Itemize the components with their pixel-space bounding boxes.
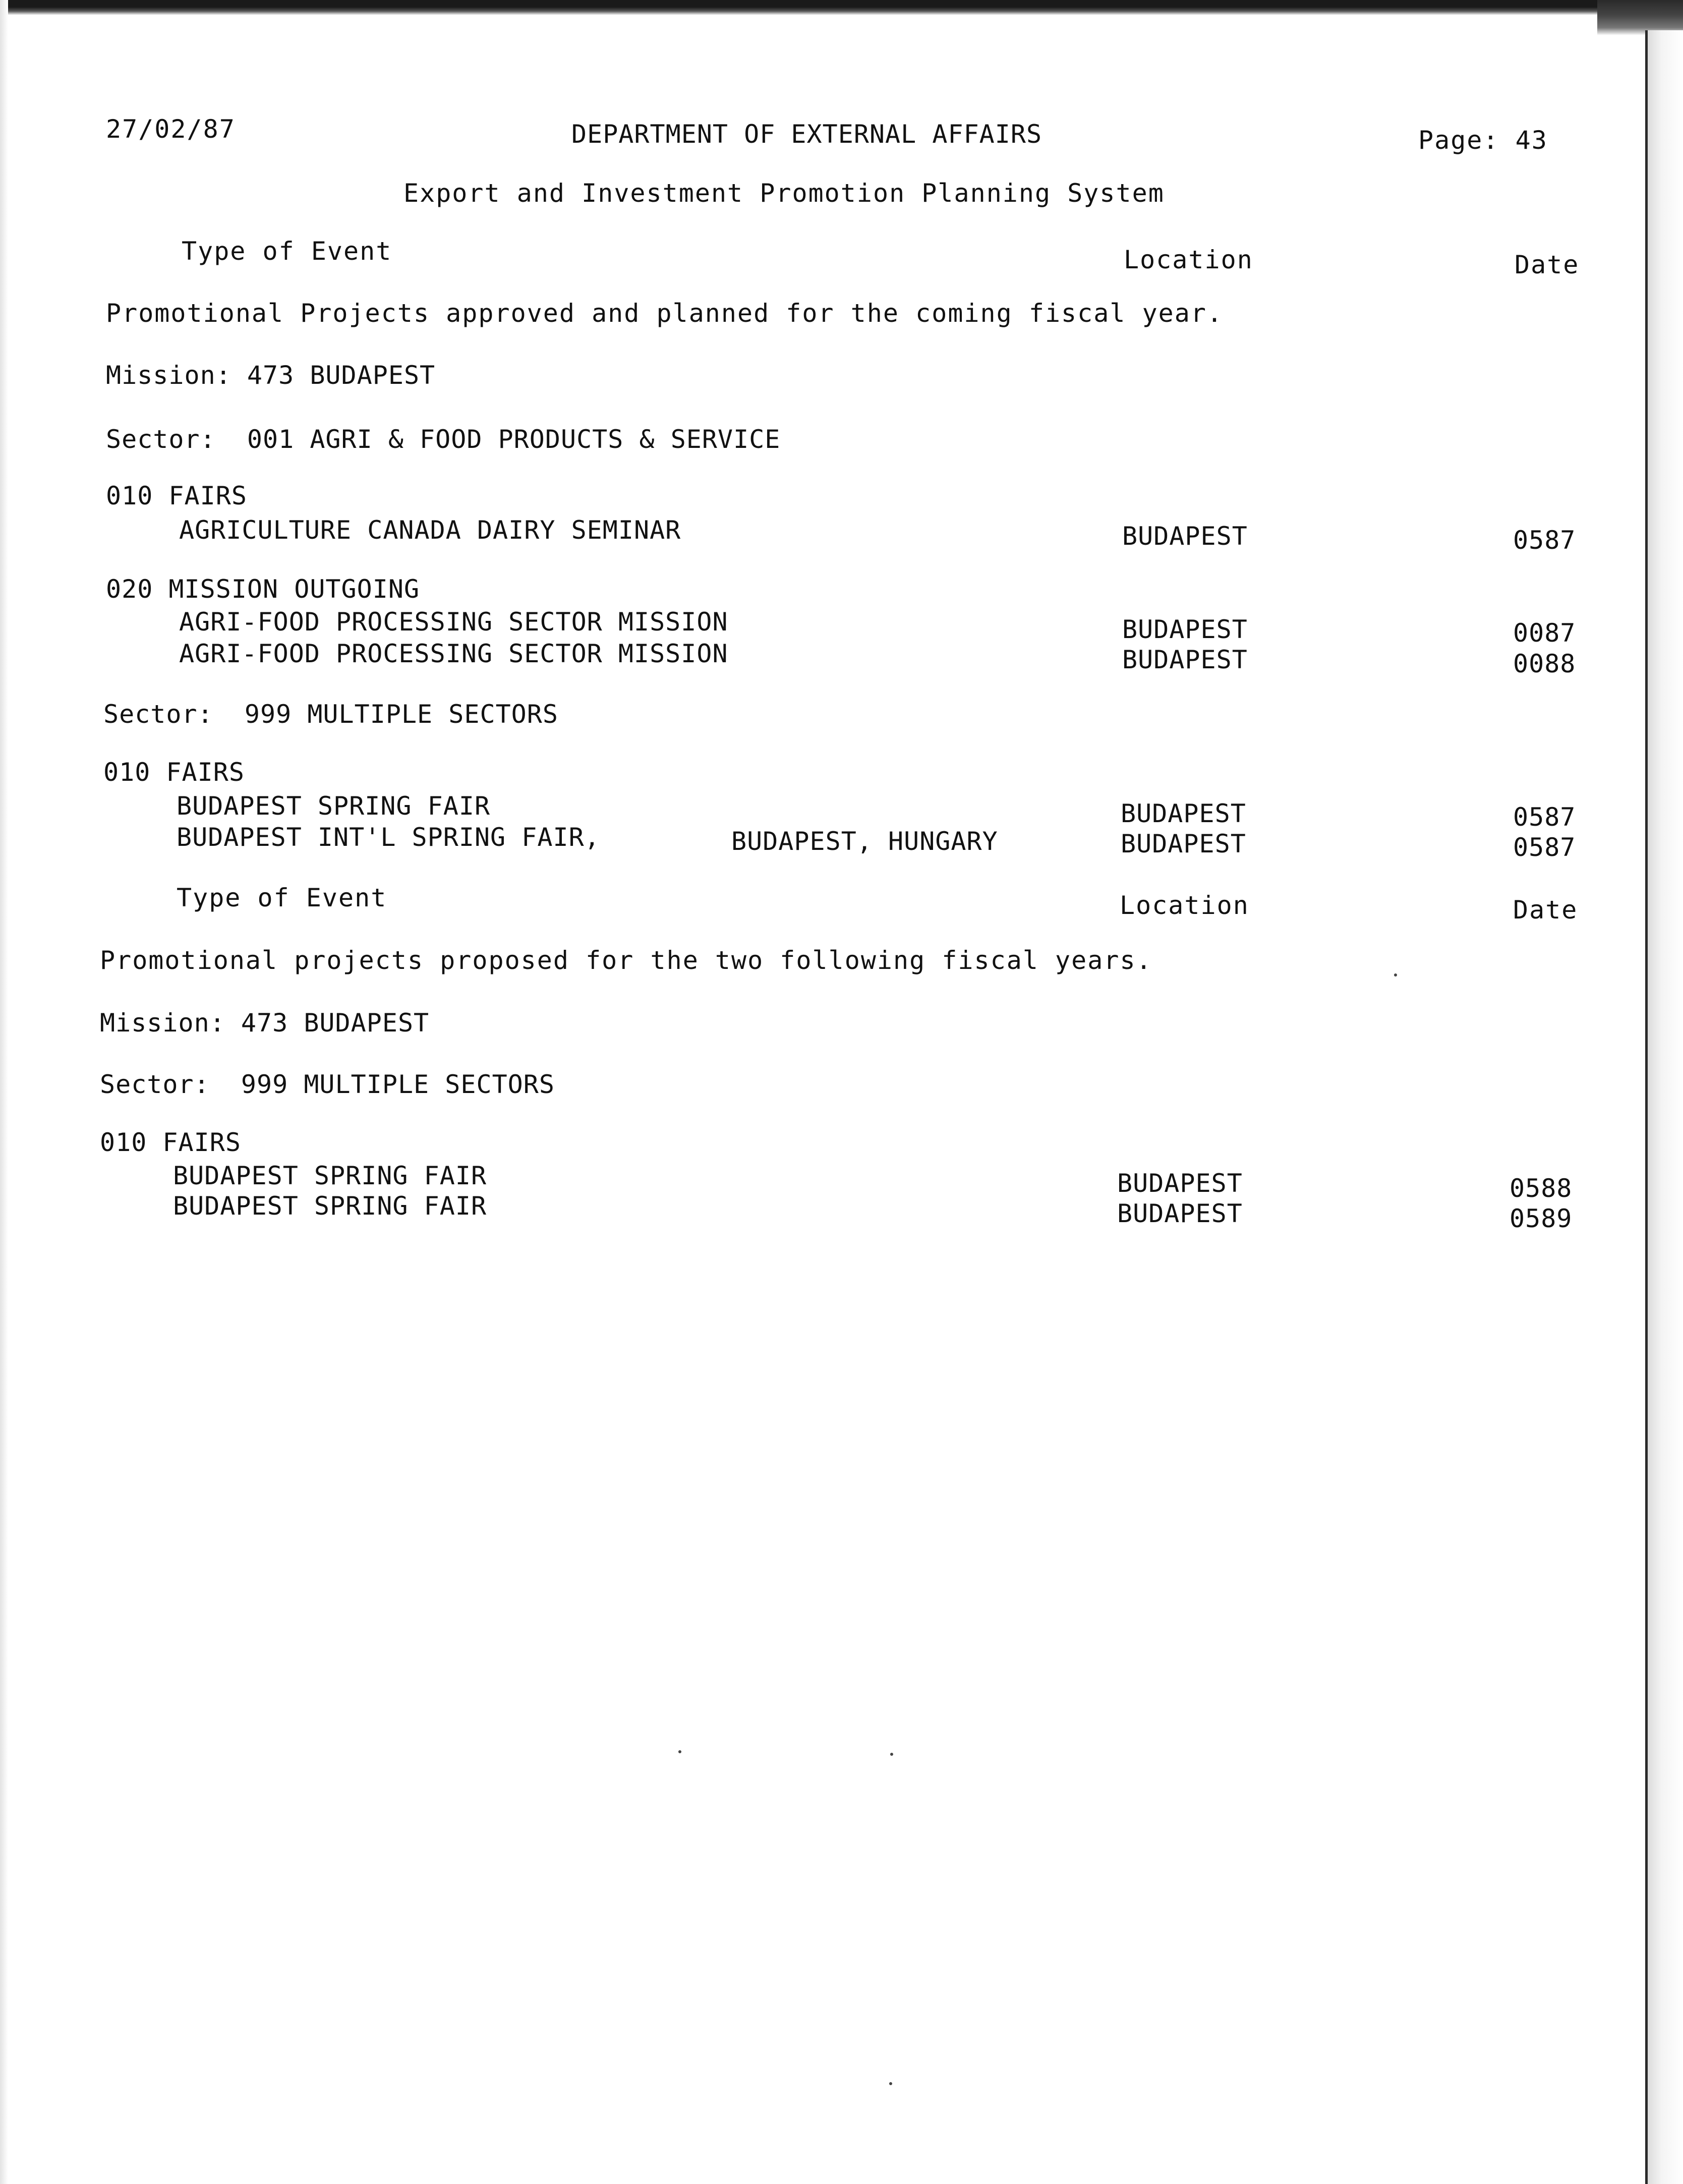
event-category-heading: 010 FAIRS [100, 1128, 241, 1157]
department-title: DEPARTMENT OF EXTERNAL AFFAIRS [571, 120, 1042, 149]
column-header-type: Type of Event [182, 237, 392, 266]
event-date: 0588 [1510, 1174, 1573, 1203]
report-date: 27/02/87 [106, 114, 236, 144]
event-location: BUDAPEST [1122, 645, 1248, 674]
event-location: BUDAPEST [1121, 829, 1246, 858]
event-location: BUDAPEST [1117, 1169, 1243, 1198]
mission-label: Mission: 473 BUDAPEST [100, 1008, 430, 1038]
system-title: Export and Investment Promotion Planning System [403, 179, 1165, 208]
event-name: AGRI-FOOD PROCESSING SECTOR MISSION [179, 607, 728, 637]
column-header-location: Location [1120, 891, 1249, 920]
event-location: BUDAPEST [1121, 799, 1246, 828]
event-date: 0589 [1510, 1204, 1573, 1233]
column-header-date: Date [1515, 250, 1580, 279]
event-category-heading: 020 MISSION OUTGOING [106, 574, 420, 604]
column-header-type: Type of Event [177, 883, 387, 912]
event-location: BUDAPEST [1122, 522, 1248, 551]
scan-top-edge [0, 0, 1683, 15]
event-name: AGRICULTURE CANADA DAIRY SEMINAR [179, 515, 681, 545]
scan-speck [678, 1750, 681, 1753]
event-date: 0088 [1513, 649, 1576, 678]
event-name: AGRI-FOOD PROCESSING SECTOR MISSION [179, 639, 728, 668]
section-intro: Promotional Projects approved and planned for the coming fiscal year. [106, 299, 1224, 328]
event-location: BUDAPEST [1117, 1199, 1243, 1228]
event-place-note: BUDAPEST, HUNGARY [731, 827, 998, 856]
event-category-heading: 010 FAIRS [106, 481, 247, 510]
event-category-heading: 010 FAIRS [103, 758, 245, 787]
column-header-location: Location [1124, 245, 1253, 274]
event-name: BUDAPEST SPRING FAIR [177, 791, 491, 821]
scan-left-edge [0, 0, 8, 2184]
event-location: BUDAPEST [1122, 615, 1248, 644]
event-date: 0587 [1513, 526, 1576, 555]
sector-label: Sector: 999 MULTIPLE SECTORS [103, 700, 558, 729]
event-date: 0587 [1513, 833, 1576, 862]
event-date: 0587 [1513, 802, 1576, 832]
page-number: Page: 43 [1418, 126, 1548, 155]
event-date: 0087 [1513, 618, 1576, 648]
mission-label: Mission: 473 BUDAPEST [106, 361, 436, 390]
sector-label: Sector: 001 AGRI & FOOD PRODUCTS & SERVICE [106, 425, 781, 454]
scan-right-edge [1645, 30, 1683, 2184]
scan-speck [1394, 973, 1397, 976]
column-header-date: Date [1513, 895, 1578, 925]
event-name: BUDAPEST INT'L SPRING FAIR, [177, 823, 600, 852]
event-name: BUDAPEST SPRING FAIR [173, 1161, 487, 1190]
scan-speck [889, 2082, 892, 2085]
sector-label: Sector: 999 MULTIPLE SECTORS [100, 1070, 555, 1099]
event-name: BUDAPEST SPRING FAIR [173, 1191, 487, 1221]
section-intro: Promotional projects proposed for the two following fiscal years. [100, 946, 1152, 975]
scan-speck [890, 1753, 893, 1756]
